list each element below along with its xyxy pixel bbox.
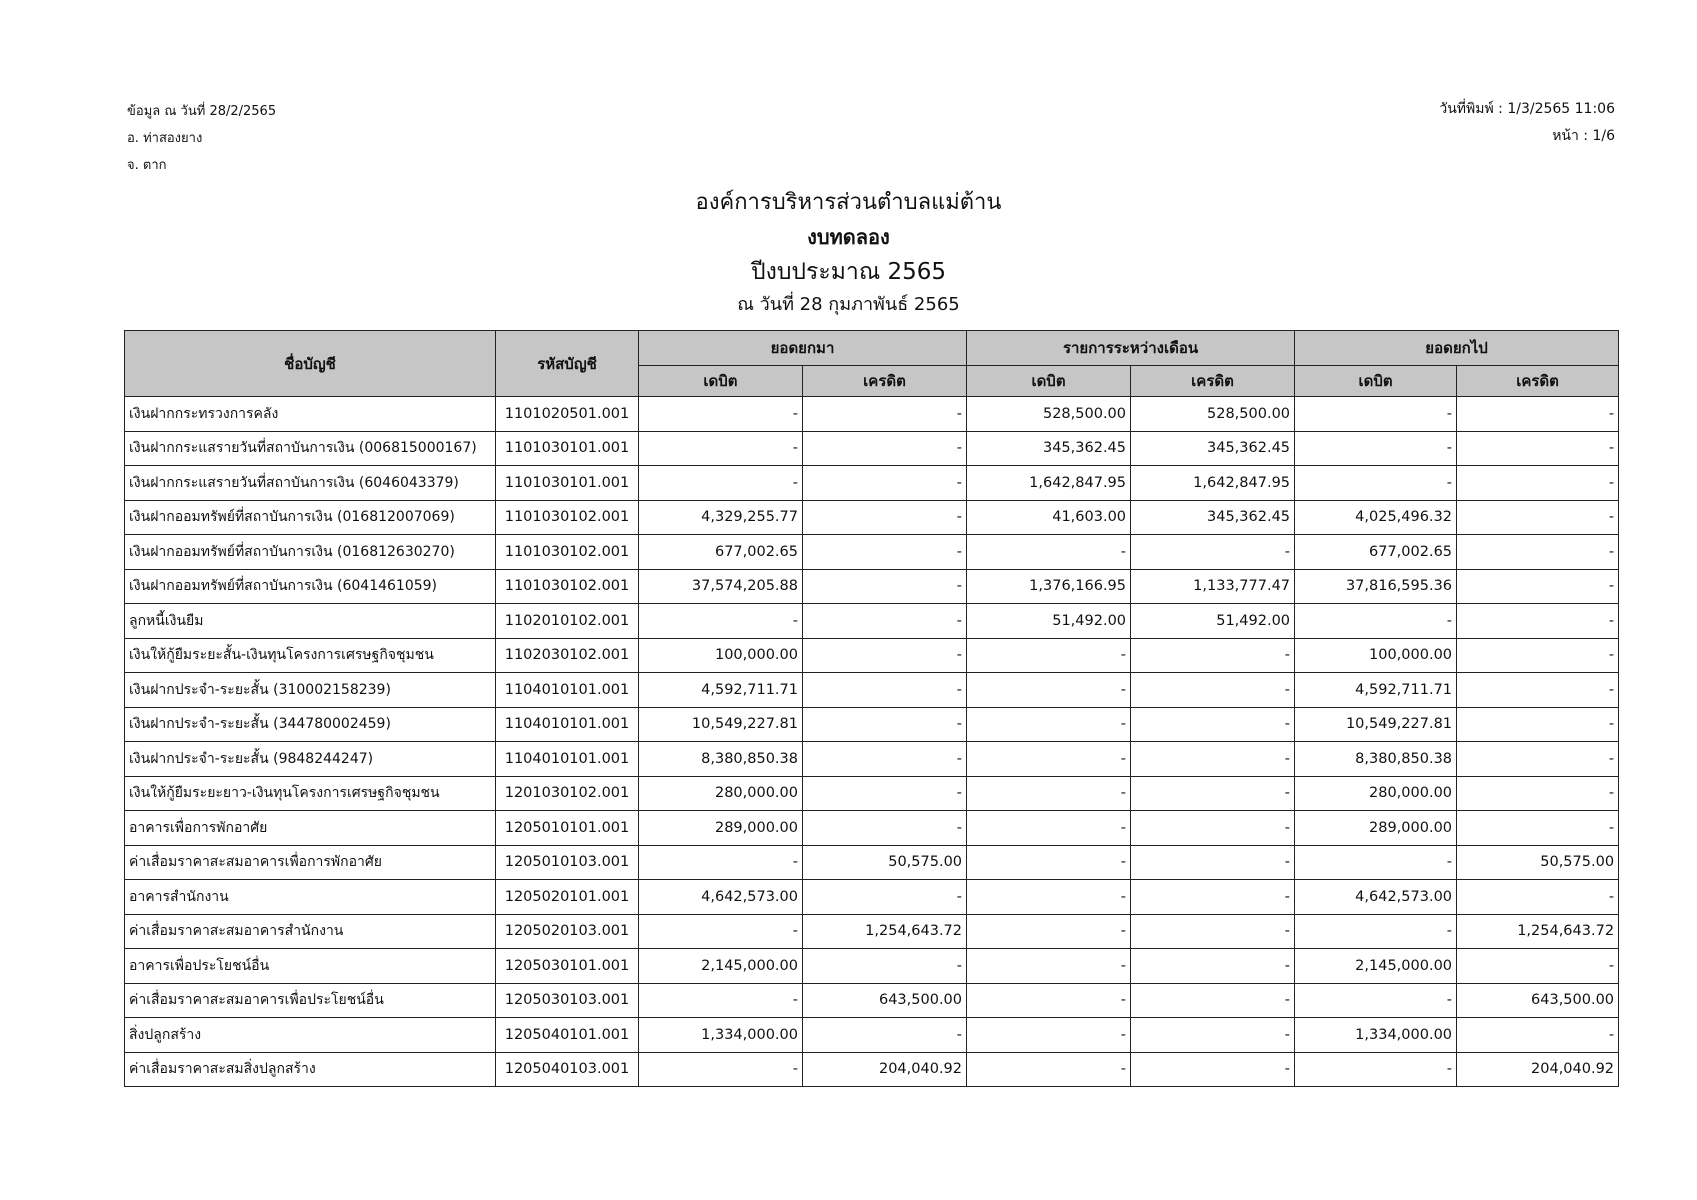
- bf-credit-cell: -: [803, 569, 967, 604]
- header-brought-forward: ยอดยกมา: [639, 331, 967, 366]
- month-credit-cell: -: [1131, 535, 1295, 570]
- account-code-cell: 1101030101.001: [496, 466, 639, 501]
- bf-credit-cell: 204,040.92: [803, 1052, 967, 1087]
- month-debit-cell: -: [967, 949, 1131, 984]
- bf-credit-cell: 1,254,643.72: [803, 914, 967, 949]
- month-credit-cell: -: [1131, 845, 1295, 880]
- account-name-cell: เงินฝากประจำ-ระยะสั้น (344780002459): [125, 707, 496, 742]
- bf-debit-cell: -: [639, 845, 803, 880]
- cf-credit-cell: -: [1457, 880, 1619, 915]
- bf-debit-cell: 4,329,255.77: [639, 500, 803, 535]
- cf-credit-cell: -: [1457, 949, 1619, 984]
- cf-credit-cell: -: [1457, 811, 1619, 846]
- bf-credit-cell: -: [803, 431, 967, 466]
- table-row: [125, 500, 1619, 535]
- organization-title: องค์การบริหารส่วนตำบลแม่ต้าน: [695, 190, 1002, 215]
- account-code-cell: 1205030101.001: [496, 949, 639, 984]
- bf-credit-cell: -: [803, 949, 967, 984]
- cf-debit-cell: -: [1295, 466, 1457, 501]
- month-credit-cell: -: [1131, 776, 1295, 811]
- table-row: [125, 1018, 1619, 1053]
- table-header-row: [125, 331, 1619, 366]
- month-credit-cell: -: [1131, 1018, 1295, 1053]
- cf-debit-cell: 677,002.65: [1295, 535, 1457, 570]
- as-of-date: ณ วันที่ 28 กุมภาพันธ์ 2565: [737, 294, 960, 315]
- account-name-cell: เงินฝากประจำ-ระยะสั้น (310002158239): [125, 673, 496, 708]
- report-title: งบทดลอง: [807, 225, 890, 249]
- trial-balance-table: [124, 330, 1619, 1087]
- cf-credit-cell: -: [1457, 397, 1619, 432]
- account-code-cell: 1201030102.001: [496, 776, 639, 811]
- table-row: [125, 880, 1619, 915]
- cf-credit-cell: 1,254,643.72: [1457, 914, 1619, 949]
- account-code-cell: 1101030101.001: [496, 431, 639, 466]
- month-credit-cell: -: [1131, 983, 1295, 1018]
- month-debit-cell: 1,376,166.95: [967, 569, 1131, 604]
- month-debit-cell: -: [967, 776, 1131, 811]
- bf-credit-cell: -: [803, 742, 967, 777]
- table-row: [125, 914, 1619, 949]
- month-debit-cell: -: [967, 673, 1131, 708]
- bf-credit-cell: -: [803, 500, 967, 535]
- month-debit-cell: -: [967, 1052, 1131, 1087]
- month-debit-cell: 41,603.00: [967, 500, 1131, 535]
- month-debit-cell: -: [967, 845, 1131, 880]
- header-account-name: ชื่อบัญชี: [125, 331, 496, 397]
- table-row: [125, 397, 1619, 432]
- bf-credit-cell: -: [803, 673, 967, 708]
- bf-debit-cell: 280,000.00: [639, 776, 803, 811]
- district: อ. ท่าสองยาง: [127, 131, 203, 146]
- month-credit-cell: -: [1131, 638, 1295, 673]
- bf-debit-cell: 4,592,711.71: [639, 673, 803, 708]
- header-carried-forward: ยอดยกไป: [1295, 331, 1619, 366]
- cf-debit-cell: -: [1295, 431, 1457, 466]
- bf-debit-cell: 8,380,850.38: [639, 742, 803, 777]
- page-number: หน้า : 1/6: [1552, 128, 1615, 144]
- bf-debit-cell: 289,000.00: [639, 811, 803, 846]
- bf-credit-cell: -: [803, 466, 967, 501]
- account-name-cell: อาคารสำนักงาน: [125, 880, 496, 915]
- account-name-cell: ค่าเสื่อมราคาสะสมอาคารเพื่อการพักอาศัย: [125, 845, 496, 880]
- header-bf-debit: เดบิต: [639, 366, 803, 397]
- bf-credit-cell: -: [803, 638, 967, 673]
- month-credit-cell: 345,362.45: [1131, 500, 1295, 535]
- cf-credit-cell: 643,500.00: [1457, 983, 1619, 1018]
- table-row: [125, 604, 1619, 639]
- cf-credit-cell: -: [1457, 673, 1619, 708]
- cf-debit-cell: 280,000.00: [1295, 776, 1457, 811]
- month-credit-cell: -: [1131, 880, 1295, 915]
- account-name-cell: เงินฝากกระแสรายวันที่สถาบันการเงิน (006815000167): [125, 431, 496, 466]
- month-credit-cell: -: [1131, 949, 1295, 984]
- bf-credit-cell: 50,575.00: [803, 845, 967, 880]
- table-row: [125, 1052, 1619, 1087]
- month-debit-cell: -: [967, 914, 1131, 949]
- cf-debit-cell: 4,592,711.71: [1295, 673, 1457, 708]
- bf-debit-cell: 100,000.00: [639, 638, 803, 673]
- cf-debit-cell: -: [1295, 983, 1457, 1018]
- bf-credit-cell: -: [803, 811, 967, 846]
- account-name-cell: เงินฝากออมทรัพย์ที่สถาบันการเงิน (016812630270): [125, 535, 496, 570]
- bf-credit-cell: -: [803, 776, 967, 811]
- account-code-cell: 1205030103.001: [496, 983, 639, 1018]
- bf-debit-cell: -: [639, 431, 803, 466]
- account-code-cell: 1101020501.001: [496, 397, 639, 432]
- month-credit-cell: -: [1131, 811, 1295, 846]
- cf-debit-cell: -: [1295, 397, 1457, 432]
- cf-credit-cell: -: [1457, 742, 1619, 777]
- account-name-cell: ลูกหนี้เงินยืม: [125, 604, 496, 639]
- table-row: [125, 845, 1619, 880]
- bf-debit-cell: -: [639, 466, 803, 501]
- bf-debit-cell: -: [639, 983, 803, 1018]
- bf-debit-cell: 4,642,573.00: [639, 880, 803, 915]
- account-name-cell: เงินให้กู้ยืมระยะยาว-เงินทุนโครงการเศรษฐกิจชุมชน: [125, 776, 496, 811]
- account-name-cell: เงินฝากประจำ-ระยะสั้น (9848244247): [125, 742, 496, 777]
- cf-debit-cell: -: [1295, 845, 1457, 880]
- cf-debit-cell: 4,025,496.32: [1295, 500, 1457, 535]
- cf-credit-cell: -: [1457, 638, 1619, 673]
- account-name-cell: เงินฝากออมทรัพย์ที่สถาบันการเงิน (016812007069): [125, 500, 496, 535]
- cf-credit-cell: 50,575.00: [1457, 845, 1619, 880]
- table-row: [125, 707, 1619, 742]
- province: จ. ตาก: [127, 158, 167, 173]
- bf-credit-cell: -: [803, 1018, 967, 1053]
- account-code-cell: 1205040103.001: [496, 1052, 639, 1087]
- cf-debit-cell: -: [1295, 914, 1457, 949]
- bf-credit-cell: -: [803, 535, 967, 570]
- table-row: [125, 673, 1619, 708]
- month-credit-cell: 1,642,847.95: [1131, 466, 1295, 501]
- bf-credit-cell: -: [803, 604, 967, 639]
- month-debit-cell: -: [967, 535, 1131, 570]
- cf-debit-cell: -: [1295, 1052, 1457, 1087]
- account-code-cell: 1101030102.001: [496, 535, 639, 570]
- bf-credit-cell: -: [803, 707, 967, 742]
- month-debit-cell: 345,362.45: [967, 431, 1131, 466]
- account-name-cell: เงินฝากออมทรัพย์ที่สถาบันการเงิน (6041461059): [125, 569, 496, 604]
- header-bf-credit: เครดิต: [803, 366, 967, 397]
- account-code-cell: 1205010101.001: [496, 811, 639, 846]
- month-credit-cell: 1,133,777.47: [1131, 569, 1295, 604]
- cf-debit-cell: 37,816,595.36: [1295, 569, 1457, 604]
- report-meta-right: [1439, 96, 1615, 150]
- bf-debit-cell: -: [639, 914, 803, 949]
- bf-debit-cell: 37,574,205.88: [639, 569, 803, 604]
- header-account-code: รหัสบัญชี: [496, 331, 639, 397]
- cf-credit-cell: -: [1457, 1018, 1619, 1053]
- month-credit-cell: 345,362.45: [1131, 431, 1295, 466]
- account-name-cell: สิ่งปลูกสร้าง: [125, 1018, 496, 1053]
- table-row: [125, 742, 1619, 777]
- month-debit-cell: 528,500.00: [967, 397, 1131, 432]
- cf-debit-cell: 10,549,227.81: [1295, 707, 1457, 742]
- account-code-cell: 1205020101.001: [496, 880, 639, 915]
- account-code-cell: 1101030102.001: [496, 569, 639, 604]
- account-code-cell: 1104010101.001: [496, 707, 639, 742]
- account-name-cell: อาคารเพื่อการพักอาศัย: [125, 811, 496, 846]
- account-name-cell: ค่าเสื่อมราคาสะสมอาคารเพื่อประโยชน์อื่น: [125, 983, 496, 1018]
- table-row: [125, 949, 1619, 984]
- month-debit-cell: -: [967, 638, 1131, 673]
- cf-debit-cell: 100,000.00: [1295, 638, 1457, 673]
- table-row: [125, 776, 1619, 811]
- cf-credit-cell: -: [1457, 569, 1619, 604]
- month-debit-cell: -: [967, 880, 1131, 915]
- header-month-credit: เครดิต: [1131, 366, 1295, 397]
- month-debit-cell: 51,492.00: [967, 604, 1131, 639]
- table-row: [125, 569, 1619, 604]
- month-debit-cell: -: [967, 742, 1131, 777]
- account-code-cell: 1102030102.001: [496, 638, 639, 673]
- month-credit-cell: 51,492.00: [1131, 604, 1295, 639]
- month-credit-cell: -: [1131, 742, 1295, 777]
- cf-credit-cell: -: [1457, 707, 1619, 742]
- cf-debit-cell: 289,000.00: [1295, 811, 1457, 846]
- bf-debit-cell: 2,145,000.00: [639, 949, 803, 984]
- account-code-cell: 1104010101.001: [496, 673, 639, 708]
- table-row: [125, 431, 1619, 466]
- month-credit-cell: -: [1131, 1052, 1295, 1087]
- account-code-cell: 1205010103.001: [496, 845, 639, 880]
- bf-debit-cell: -: [639, 1052, 803, 1087]
- table-row: [125, 811, 1619, 846]
- cf-credit-cell: 204,040.92: [1457, 1052, 1619, 1087]
- cf-debit-cell: -: [1295, 604, 1457, 639]
- month-credit-cell: -: [1131, 673, 1295, 708]
- account-name-cell: ค่าเสื่อมราคาสะสมสิ่งปลูกสร้าง: [125, 1052, 496, 1087]
- account-code-cell: 1101030102.001: [496, 500, 639, 535]
- cf-debit-cell: 1,334,000.00: [1295, 1018, 1457, 1053]
- cf-credit-cell: -: [1457, 500, 1619, 535]
- bf-debit-cell: 1,334,000.00: [639, 1018, 803, 1053]
- month-debit-cell: -: [967, 1018, 1131, 1053]
- cf-credit-cell: -: [1457, 535, 1619, 570]
- bf-credit-cell: -: [803, 397, 967, 432]
- table-body: [125, 397, 1619, 1087]
- bf-debit-cell: -: [639, 397, 803, 432]
- month-debit-cell: -: [967, 983, 1131, 1018]
- bf-debit-cell: 10,549,227.81: [639, 707, 803, 742]
- cf-debit-cell: 4,642,573.00: [1295, 880, 1457, 915]
- account-name-cell: เงินฝากกระแสรายวันที่สถาบันการเงิน (6046043379): [125, 466, 496, 501]
- bf-credit-cell: 643,500.00: [803, 983, 967, 1018]
- account-name-cell: เงินฝากกระทรวงการคลัง: [125, 397, 496, 432]
- account-code-cell: 1104010101.001: [496, 742, 639, 777]
- cf-debit-cell: 8,380,850.38: [1295, 742, 1457, 777]
- account-code-cell: 1102010102.001: [496, 604, 639, 639]
- month-credit-cell: -: [1131, 914, 1295, 949]
- print-date: วันที่พิมพ์ : 1/3/2565 11:06: [1439, 101, 1615, 117]
- account-name-cell: เงินให้กู้ยืมระยะสั้น-เงินทุนโครงการเศรษฐกิจชุมชน: [125, 638, 496, 673]
- header-month-debit: เดบิต: [967, 366, 1131, 397]
- table-row: [125, 638, 1619, 673]
- month-debit-cell: 1,642,847.95: [967, 466, 1131, 501]
- cf-credit-cell: -: [1457, 431, 1619, 466]
- table-row: [125, 983, 1619, 1018]
- account-name-cell: อาคารเพื่อประโยชน์อื่น: [125, 949, 496, 984]
- cf-credit-cell: -: [1457, 604, 1619, 639]
- header-cf-credit: เครดิต: [1457, 366, 1619, 397]
- cf-credit-cell: -: [1457, 776, 1619, 811]
- month-debit-cell: -: [967, 811, 1131, 846]
- header-during-month: รายการระหว่างเดือน: [967, 331, 1295, 366]
- bf-debit-cell: 677,002.65: [639, 535, 803, 570]
- month-credit-cell: -: [1131, 707, 1295, 742]
- report-titles: [0, 186, 1697, 320]
- cf-debit-cell: 2,145,000.00: [1295, 949, 1457, 984]
- account-name-cell: ค่าเสื่อมราคาสะสมอาคารสำนักงาน: [125, 914, 496, 949]
- report-meta-left: [127, 98, 276, 179]
- bf-debit-cell: -: [639, 604, 803, 639]
- header-cf-debit: เดบิต: [1295, 366, 1457, 397]
- fiscal-year: ปีงบประมาณ 2565: [751, 259, 946, 285]
- account-code-cell: 1205040101.001: [496, 1018, 639, 1053]
- data-date: ข้อมูล ณ วันที่ 28/2/2565: [127, 104, 277, 119]
- account-code-cell: 1205020103.001: [496, 914, 639, 949]
- table-row: [125, 535, 1619, 570]
- bf-credit-cell: -: [803, 880, 967, 915]
- cf-credit-cell: -: [1457, 466, 1619, 501]
- month-credit-cell: 528,500.00: [1131, 397, 1295, 432]
- table-row: [125, 466, 1619, 501]
- month-debit-cell: -: [967, 707, 1131, 742]
